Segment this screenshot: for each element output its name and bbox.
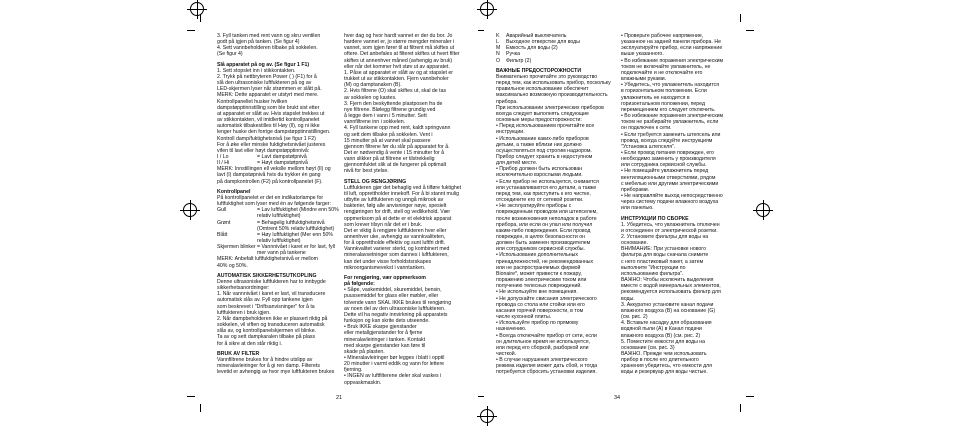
text-line: av sokkelen og kastes.: [344, 94, 397, 101]
text-line: указанное на задней панели прибора. Не: [621, 39, 721, 46]
text-line: mineralavleiringer for å gi ren damp. Filterets: [217, 362, 320, 369]
color-row: [217, 207, 342, 219]
section-heading: Slå apparatet på og av. (Se figur 1 F1): [217, 61, 310, 68]
text-line: Denne ultrasoniske luftfukteren har to innbygde: [217, 278, 326, 285]
text-line: • Mineralavleiringer bør legges i blatt i opptil: [344, 354, 445, 361]
text-line: • Убедитесь, что увлажнитель находится: [621, 82, 720, 89]
registration-mark-mid-right: [756, 203, 770, 217]
text-line: mineralavleiringer i tanken. Kontakt: [344, 336, 426, 343]
text-line: lenger huske den forrige dampstøpptinnstillingen.: [217, 129, 331, 136]
text-line: 3. Аккуратно установите канал подачи: [621, 301, 714, 308]
text-line: ВНИМАНИЕ: При установке нового: [621, 246, 706, 253]
legend-value: Фильтр (2): [506, 57, 532, 64]
legend-value: Емкость для воды (2): [506, 45, 558, 52]
text-line: вентиляционными отверстиями, рядом: [621, 174, 716, 181]
text-line: исключительно взрослыми людьми.: [496, 172, 583, 179]
text-line: til luft, opprettholder innekoff. For å bi stannt mulig: [344, 190, 459, 197]
text-line: он подключен к сети.: [621, 125, 672, 132]
text-line: 2. Trykk på nettbryteren Power ( ) (F1) for å: [217, 73, 317, 80]
text-line: automatisk tilbakestilles til Høy (ll), og ni ikke: [217, 123, 320, 130]
text-line: чисткой.: [496, 350, 517, 357]
text-line: av noen del av den ultrasoniske luftfukteren.: [344, 305, 446, 312]
text-line: 1. Sett stopslet inn i stikkontakten.: [217, 67, 296, 74]
text-line: • Bruk IKKE skarpe gjenstander: [344, 324, 417, 331]
crop-mark: [200, 14, 201, 22]
column-russian-1: [496, 33, 620, 376]
crop-mark: [187, 30, 195, 31]
text-line: gjennomfuktet slik at de fungerer på optimalt: [344, 162, 447, 169]
legend-value: Выходное отверстие для воды: [506, 39, 580, 46]
text-line: Dette vil ha negativ innvirkning på apparatets: [344, 311, 448, 318]
text-line: For å øke eller minske fuktighetsnivået justeres: [217, 141, 326, 148]
text-line: vifen til lavt eller høyt dampstøpptinnivå:: [217, 147, 310, 154]
text-line: LED-skjermen lyser når strømmen er slått på.: [217, 86, 322, 93]
text-line: for å sikre at den står riktig i.: [217, 340, 283, 347]
legend-value: Ручка: [506, 51, 521, 58]
color-value: = Vannnivået i karet er for lavt, fyll mer vann på tankene: [257, 244, 335, 257]
text-line: Vannfiltrene brukes for å hindre utslipp av: [217, 356, 313, 363]
text-line: или панелью.: [621, 205, 654, 212]
crop-mark: [746, 396, 754, 397]
text-line: выше указанного.: [621, 51, 664, 58]
color-key: Blått: [217, 231, 228, 238]
text-line: mineralavsetninger som dannes i luftfukteren,: [344, 252, 449, 259]
text-line: он длительное время не используется,: [496, 338, 591, 345]
text-line: sokkelen, vil viften og transduceren automatisk: [217, 322, 325, 329]
color-key: Skjermen blinker: [217, 244, 256, 251]
text-line: поврежден, в целях безопасности он: [496, 234, 585, 240]
text-line: прибора.: [496, 98, 518, 105]
text-line: получению телесных повреждений.: [496, 283, 582, 290]
text-line: влажными руками.: [621, 76, 667, 83]
text-line: funksjon og kan skrite dets utseende.: [344, 318, 430, 325]
text-line: nivå for best ytelse.: [344, 168, 389, 175]
text-line: vannfiltrene inn i sokkelen.: [344, 119, 406, 126]
text-line: основание (см. рис. 3): [621, 344, 675, 351]
text-line: • Всегда отключайте прибор от сети, если: [496, 332, 597, 339]
crop-mark: [187, 396, 195, 397]
text-line: Bionaire*, может привести к пожару,: [496, 270, 582, 277]
text-line: utbytte av luftfukteren og unngå mikrook av: [344, 197, 444, 204]
text-line: Kontroll damp/fuktighetsnivå (se figur 1 F2): [217, 135, 316, 142]
color-key: Grønt: [217, 219, 231, 226]
text-line: med skarpe gjenstander kan føre til: [344, 342, 426, 349]
page-number-right: 34: [614, 395, 621, 401]
text-line: отсоедините его от сетевой розетки.: [496, 197, 584, 204]
text-line: eller metallgjenstander for å fjerne: [344, 330, 423, 337]
text-line: godt på igjen på tanken. (Se figur 4): [217, 39, 300, 46]
text-line: Det er viktig å rengjøre luftfukteren hver eller: [344, 227, 447, 234]
text-line: увлажнитель не находится в: [621, 94, 690, 101]
section-heading: ИНСТРУКЦИИ ПО СБОРКЕ: [621, 215, 689, 222]
text-line: kan det under visse forholdstsrskapes: [344, 258, 432, 265]
text-line: использованию фильтра".: [621, 270, 684, 277]
text-line: током не включайте увлажнитель, не: [621, 63, 711, 70]
text-line: sikkerhetsanordninger:: [217, 285, 270, 292]
text-line: 1. Påse at apparatet er slått av og at stapslet er: [344, 69, 454, 76]
section-heading: på følgende:: [344, 281, 375, 288]
text-line: основные меры предосторожности:: [496, 117, 582, 124]
text-line: • Не помещайте увлажнитель перед: [621, 168, 709, 175]
text-line: oftere. Det anbefales at filteret skiftes ut hvert filter: [344, 51, 460, 58]
text-line: поврежденным проводом или штепселем,: [496, 209, 598, 216]
text-line: • Перед использованием прочитайте все: [496, 123, 595, 130]
color-value: = Lav luftfuktighet (Mindre enn 50% relativ luftfuktighet): [257, 207, 339, 220]
text-line: перед тем, как приступить к его чистке,: [496, 190, 591, 197]
text-line: должен быть заменен производителем: [496, 240, 591, 247]
text-line: 4. Fyll tankene opp med rent, kaldt springvann: [344, 125, 451, 132]
text-line: mikroorganismevekst i vanntanken.: [344, 264, 426, 271]
text-line: провод, всегда следуйте инструкциям: [621, 137, 713, 144]
text-line: для детей месте.: [496, 160, 538, 167]
text-line: 1. Når vannnivået i karet er lavt, vil transducere: [217, 291, 326, 298]
text-line: режима изделия может дать сбой, и тогда: [496, 363, 598, 370]
text-line: hver dag og hvor hardt vannet er der du bor. Jo: [344, 33, 453, 39]
crop-mark: [740, 14, 741, 22]
color-value: = Behagelig luftfuktighetsnivå (Omtrent 50% relativ luftfuktighet): [257, 219, 335, 232]
text-line: с него пластиковый пакет, а затем: [621, 258, 704, 265]
text-line: поражению электрическим током или: [496, 277, 587, 284]
text-line: Vannkvalitet varierer sterkt, og kombinert med: [344, 246, 450, 253]
text-line: annenhver uke, avhengig av vannkvaliteten,: [344, 234, 446, 240]
level-key: I / Lo: [217, 153, 229, 160]
text-line: • Во избежание поражения электрическим: [621, 57, 724, 64]
text-line: током не разбирайте увлажнитель, если: [621, 119, 719, 126]
text-line: • Såpe, vaskemiddel, skuremiddel, bensin,: [344, 287, 442, 294]
text-line: som beskrevet i "Driftsanvisninger" for å ta: [217, 303, 315, 310]
text-line: Прибор следует хранить в недоступном: [496, 153, 593, 160]
text-line: (M) og damptanaken (B).: [344, 82, 402, 89]
text-line: всегда следует выполнять следующие: [496, 110, 589, 117]
text-line: • Не используйте вне помещения.: [496, 289, 578, 296]
text-line: ВАЖНО: Чтобы исключить выделения: [621, 277, 714, 284]
text-line: основание.: [621, 240, 648, 247]
text-line: правильное использование обеспечит: [496, 86, 589, 93]
text-line: 5. Поместите емкости для воды на: [621, 338, 706, 345]
section-heading: Kontrollpanel: [217, 188, 251, 195]
text-line: 2. Når dampbeholderen ikke er plassert riktig på: [217, 315, 328, 322]
legend-key: M: [496, 45, 501, 52]
text-line: числе кухонной плиты.: [496, 314, 552, 321]
text-line: oppmerksom på at dette er et elektrisk apparat: [344, 215, 452, 222]
text-line: luftfuktighet som lyser med én av følgende farger:: [217, 201, 331, 208]
text-line: максимально возможную производительность: [496, 92, 608, 99]
level-value: = Lavt dampstøtpnivå: [257, 153, 307, 160]
text-line: осуществляться под строгим надзором.: [496, 147, 592, 154]
text-line: • Использование дополнительных: [496, 252, 578, 259]
text-line: • Не направляйте выход непосредственно: [621, 193, 723, 200]
column-norwegian-2: [344, 33, 472, 386]
text-line: vannet, som igjen fører til at filtrent må skiftes ut: [344, 45, 455, 52]
column-russian-2: [621, 33, 749, 376]
column-norwegian-1: [217, 33, 342, 375]
text-line: automatisk slås av. Fyll opp tankene igjen: [217, 297, 313, 304]
text-line: выполните "Инструкции по: [621, 264, 686, 271]
text-line: назначению.: [496, 326, 527, 333]
text-line: MERK: Anbefalt luftfuktighetsnivå er mellom: [217, 256, 318, 263]
text-line: slås av, og kontrollpanelskjermen vil blinke.: [217, 328, 317, 335]
text-line: потребуется сбросить установки изделия.: [496, 369, 597, 376]
legend-key: O: [496, 57, 501, 64]
text-line: 15 minutter på at vannet skal passere: [344, 137, 431, 144]
text-line: в горизонтальном положении. Если: [621, 88, 707, 95]
text-line: инструкции.: [496, 129, 525, 136]
text-line: необходимо заменить у производителя: [621, 156, 716, 163]
text-line: фильтра для воды сначала снимите: [621, 252, 709, 259]
text-line: nye filtrene. Blølegg filtrene grundig ved: [344, 106, 436, 113]
text-line: tolvende vann SKAL IKKE brukes til rengjøring: [344, 299, 452, 306]
text-line: (см. рис. 2): [621, 314, 648, 321]
text-line: Det er nødvendig å vente i 15 minutter for å: [344, 149, 445, 156]
text-line: или устанавливаются его детали, а также: [496, 184, 597, 191]
text-line: влажного воздуха (В) (см. рис. 2): [621, 332, 701, 339]
text-line: dampstøpptinnstilling som ble brukt sist etter: [217, 104, 320, 111]
level-key: II / Hi: [217, 160, 230, 167]
text-line: Luftfukteren gjør det behaglig ved å tilføre fuktighet: [344, 184, 462, 191]
text-line: MERK: Innstillingen ell vekslle mellom høyt (lI) og: [217, 166, 331, 173]
text-line: "Установка штепселя".: [621, 143, 676, 150]
text-line: • Прибор должен быть использован: [496, 166, 583, 173]
text-line: прибора, или если он упал или получил: [496, 221, 593, 228]
page-number-left: 21: [336, 395, 343, 401]
text-line: Kontrollpanellet husker hvilken: [217, 98, 288, 105]
text-line: fjerning.: [344, 367, 363, 374]
color-row: [217, 232, 342, 244]
text-line: Ta av og sett dampkaralen tilbake på plass: [217, 334, 316, 341]
text-line: rengjøringen for drift, stell og vedlikehold. Vær: [344, 209, 451, 216]
text-line: касания горячей поверхности, в том: [496, 307, 584, 314]
crop-mark: [478, 396, 484, 397]
text-line: 3. Fyll tanken med rent vann og skru ventilen: [217, 33, 321, 39]
text-line: приборами.: [621, 186, 650, 193]
text-line: gjennom filtrene før du slår på apparatet for å.: [344, 143, 450, 150]
text-line: levetid er avhengig av hvor mye luftfukteren brukes: [217, 369, 335, 376]
text-line: через систему подачи влажного воздуха: [621, 199, 719, 206]
legend-key: N: [496, 51, 500, 58]
text-line: på dampkontrollen (F2) på kontrollpanelet (F).: [217, 178, 323, 185]
registration-mark-top-center: [480, 2, 494, 16]
text-line: • Во избежание поражения электрическим: [621, 113, 724, 120]
text-line: • Не эксплуатируйте приборы с: [496, 203, 572, 210]
text-line: 1. Убедитесь, что увлажнитель отключен: [621, 221, 720, 228]
legend-key: K: [496, 33, 500, 39]
text-line: Внимательно прочитайте это руководство: [496, 73, 598, 80]
text-line: воды и резервуар для воды чистые.: [621, 369, 708, 376]
text-line: • Проверьте рабочее напряжение,: [621, 33, 704, 39]
color-row: [217, 220, 342, 232]
text-line: skiftes ut annenhver måned (avhengig av bruk): [344, 57, 453, 64]
legend-row: [496, 58, 620, 64]
section-heading: AUTOMATISK SIKKERHETSUTKOPLING: [217, 272, 317, 279]
text-line: • Использование каких-либо приборов: [496, 135, 589, 142]
text-line: ВАЖНО. Прежде чем использовать: [621, 350, 707, 357]
text-line: • Если прибор не используется, снимается: [496, 178, 599, 185]
text-line: puussemiddel for glass eller møbler, eller: [344, 293, 439, 300]
text-line: og sett dem tilbake på sokkelen. Vent i: [344, 131, 433, 138]
text-line: принадлежностей, не рекомендованных: [496, 258, 594, 265]
text-line: 3. Fjern den beskyttende plastposen fra de: [344, 100, 443, 107]
text-line: провода со стола или стойки или его: [496, 301, 585, 308]
text-line: детьми, а также вблизи них должно: [496, 141, 582, 148]
text-line: перед тем, как использовать прибор, поскольку: [496, 80, 611, 87]
text-line: воды.: [621, 295, 635, 302]
text-line: или не распространяемых фирмой: [496, 264, 581, 271]
text-line: каким-либо повреждения. Если провод: [496, 227, 591, 234]
text-line: эксплуатируйте прибор, если напряжение: [621, 45, 723, 52]
text-line: с мебелью или другими электрическими: [621, 180, 719, 187]
text-line: вместе с водой минеральных элементов,: [621, 283, 721, 290]
text-line: lavt (I) dampstøpnivå hvis du trykker én gang: [217, 172, 321, 179]
text-line: и отсоединен от электрической розетки.: [621, 227, 718, 234]
text-line: • Не допускайте свисания электрического: [496, 295, 597, 302]
registration-mark-top-left: [190, 2, 204, 16]
section-heading: ВАЖНЫЕ ПРЕДОСТОРОЖНОСТИ: [496, 67, 582, 74]
text-line: trukket ut av stikkontakten. Fjern vannbeholer: [344, 76, 449, 83]
text-line: • Если требуется заменить штепсель или: [621, 131, 721, 138]
text-line: for å opprettholde effektiv og sunt luftfri drift.: [344, 240, 446, 247]
text-line: водяной пыли (A) в Канал подачи: [621, 326, 702, 333]
legend-key: L: [496, 39, 499, 46]
text-line: горизонтальном положении, перед: [621, 100, 705, 107]
text-line: oppvaskmaskin.: [344, 379, 382, 386]
text-line: å legge dem i vann i 5 minutter. Sett: [344, 113, 427, 120]
registration-mark-mid-left: [183, 203, 197, 217]
registration-mark-bottom-center: [480, 409, 494, 423]
text-line: 20 minutter i varmt eddik og vann for lettere: [344, 361, 445, 368]
text-line: рекомендуется использовать фильтр для: [621, 289, 721, 296]
text-line: • В случае нарушения электрического: [496, 357, 588, 364]
legend-value: Аварийный выключатель: [506, 33, 567, 39]
text-line: (Se figur 4): [217, 51, 243, 58]
text-line: • Если провод питания поврежден, его: [621, 149, 714, 156]
crop-mark: [200, 404, 201, 412]
text-line: хранения убедитесь, что емкости для: [621, 363, 712, 370]
text-line: av stikkontakten, vil imidlertid kontrollpanelet: [217, 117, 320, 124]
color-key: Gull: [217, 207, 227, 214]
crop-mark: [746, 30, 754, 31]
color-row: [217, 244, 342, 256]
level-value: = Høyt dampstøtpnivå: [257, 160, 308, 167]
text-line: hardere vannet er, jo større mengder mineraler i: [344, 39, 455, 46]
text-line: 2. Установите фильтры для воды на: [621, 234, 709, 240]
section-heading: BRUK AV FILTER: [217, 350, 260, 357]
text-line: или сотрудника сервисной службы.: [621, 162, 707, 169]
text-line: På kontrollpanelet er det en indikatorlampe for: [217, 194, 324, 201]
text-line: 4. Sett vannbeholderen tilbake på sokkelen.: [217, 45, 318, 52]
text-line: • Используйте прибор по прямому: [496, 320, 579, 327]
text-line: или сотрудником сервисной службы.: [496, 246, 585, 253]
text-line: 2. Hvis filtrene (O) skal skiftes ut, skal de tas: [344, 88, 447, 95]
text-line: или перед его сборкой, разборкой или: [496, 344, 589, 351]
text-line: slå den ultrasoniske luftfukteren på og av: [217, 80, 312, 87]
text-line: • INGEN av luftfilterene deler skal vaskes i: [344, 373, 442, 380]
text-line: eller når det kommer hvit støv ut av apparatet.: [344, 63, 450, 70]
text-line: после возникновения неполадок в работе: [496, 215, 597, 222]
text-line: bakterier, følg alle anvisninger nøye, spesielt: [344, 203, 447, 210]
text-line: luftfukteren i bruk igjen.: [217, 309, 271, 316]
text-line: подключайте и не отключайте его: [621, 69, 703, 76]
text-line: перемещением его следует отключить.: [621, 106, 716, 113]
text-line: skade på plasten.: [344, 348, 385, 355]
text-line: vann slikker på at filtrene er tilstrekkelig: [344, 156, 435, 163]
text-line: som krever tilsyn når det er i bruk.: [344, 221, 423, 228]
text-line: 4. Вставьте насадку для образования: [621, 320, 712, 327]
section-heading: STELL OG RENGJØRING: [344, 178, 407, 185]
crop-mark: [478, 30, 484, 31]
text-line: MERK: Dette apparatet er utstyrt med mere.: [217, 92, 319, 99]
section-heading: For rengjøring, vær oppmerksom: [344, 274, 426, 281]
color-value: = Høy luftfuktighet (Mer enn 50% relativ luftfuktighet): [257, 231, 333, 244]
text-line: При использовании электрических приборов: [496, 104, 604, 111]
text-line: at apparatet er slått av. Hvis stapslet trekkes ut: [217, 110, 325, 117]
text-line: 40% og 50%.: [217, 262, 248, 269]
text-line: прибор в после его длительного: [621, 357, 699, 364]
text-line: влажного воздуха (В) на основание (G): [621, 307, 716, 314]
crop-mark: [740, 404, 741, 412]
